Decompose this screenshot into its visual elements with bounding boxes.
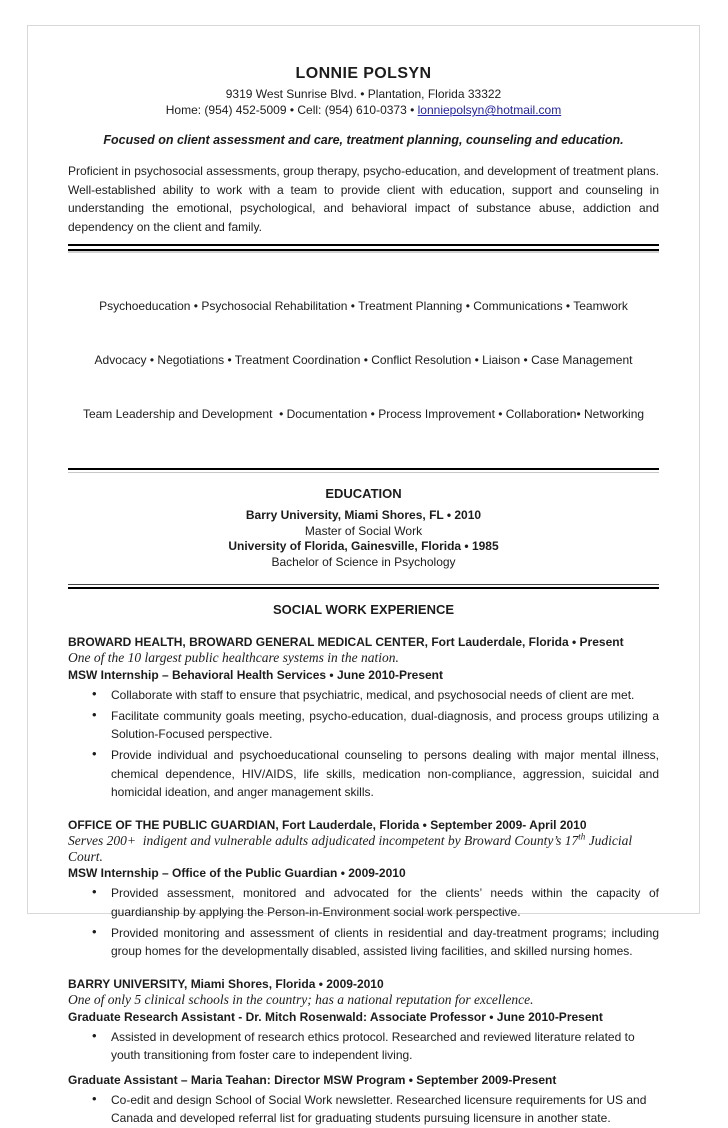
- bullet-item: • Collaborate with staff to ensure that psychiatric, medical, and psychosocial needs of client are met.: [111, 686, 659, 704]
- section-divider-education: [68, 468, 659, 473]
- summary-paragraph: Proficient in psychosocial assessments, group therapy, psycho-education, and development of treatment plans. Well-established ability to work with a team to provide client with education, support and counseling in understanding the emotional, psychological, and behavioral impact of substance abuse, addiction and dependency on the client and family.: [68, 164, 659, 234]
- section-divider-double: [68, 244, 659, 251]
- role-title: Graduate Research Assistant - Dr. Mitch Rosenwald: Associate Professor • June 2010-Present: [68, 1009, 603, 1024]
- role-bullet-list: [68, 686, 659, 801]
- employer-description: One of the 10 largest public healthcare systems in the nation.: [68, 650, 399, 666]
- role-bullet-list: [68, 1028, 659, 1065]
- education-heading: EDUCATION: [325, 486, 402, 502]
- address-line: 9319 West Sunrise Blvd. • Plantation, Florida 33322: [225, 87, 502, 101]
- bullet-item: • Provide individual and psychoeducational counseling to persons dealing with major mental illness, chemical dependence, HIV/AIDS, life skills, medication non-compliance, aggression, suicidal and homicidal ideation, and anger management skills.: [111, 746, 659, 801]
- tagline: Focused on client assessment and care, treatment planning, counseling and education.: [103, 133, 624, 147]
- resume-page: [27, 25, 700, 1126]
- education-degree: Master of Social Work: [304, 523, 423, 538]
- role-bullet-list: [68, 884, 659, 960]
- employer-description: One of only 5 clinical schools in the country; has a national reputation for excellence.: [68, 992, 534, 1008]
- employer-name-line: BROWARD HEALTH, BROWARD GENERAL MEDICAL CENTER, Fort Lauderdale, Florida • Present: [68, 635, 624, 650]
- role-title: MSW Internship – Office of the Public Guardian • 2009-2010: [68, 866, 406, 881]
- employer-block: [68, 976, 659, 1127]
- bullet-item: • Facilitate community goals meeting, psycho-education, dual-diagnosis, and process groups utilizing a Solution-Focused perspective.: [111, 707, 659, 744]
- employer-name-line: OFFICE OF THE PUBLIC GUARDIAN, Fort Lauderdale, Florida • September 2009- April 2010: [68, 818, 587, 833]
- role-bullet-list: [68, 1091, 659, 1128]
- contact-line: [68, 102, 659, 118]
- employer-description: [68, 833, 659, 864]
- skills-line: Advocacy • Negotiations • Treatment Coordination • Conflict Resolution • Liaison • Case Management: [94, 353, 633, 368]
- description-text: Judicial Court.: [68, 833, 636, 864]
- employer-name-line: BARRY UNIVERSITY, Miami Shores, Florida • 2009-2010: [68, 977, 384, 992]
- skills-line: Psychoeducation • Psychosocial Rehabilitation • Treatment Planning • Communications • Teamwork: [99, 299, 628, 314]
- education-entries: [68, 508, 659, 570]
- employer-block: [68, 817, 659, 960]
- ordinal-superscript: th: [578, 831, 586, 842]
- candidate-name: LONNIE POLSYN: [295, 65, 432, 82]
- role-title: Graduate Assistant – Maria Teahan: Director MSW Program • September 2009-Present: [68, 1072, 557, 1087]
- section-divider-experience: [68, 584, 659, 589]
- role-title: MSW Internship – Behavioral Health Services • June 2010-Present: [68, 667, 444, 682]
- education-school: Barry University, Miami Shores, FL • 2010: [245, 508, 482, 523]
- bullet-item: • Provided assessment, monitored and advocated for the clients’ needs within the capacity of guardianship by applying the Person-in-Environment social work perspective.: [111, 884, 659, 921]
- employer-block: [68, 634, 659, 801]
- skills-block: [68, 261, 659, 459]
- bullet-item: • Assisted in development of research ethics protocol. Researched and reviewed literature related to youth transitioning from foster care to independent living.: [111, 1028, 659, 1065]
- skills-line: Team Leadership and Development • Documentation • Process Improvement • Collaboration• Networking: [82, 407, 645, 422]
- education-school: University of Florida, Gainesville, Florida • 1985: [228, 539, 499, 554]
- email-link[interactable]: lonniepolsyn@hotmail.com: [417, 103, 562, 117]
- description-text: Serves 200+ indigent and vulnerable adults adjudicated incompetent by Broward County’s 17: [68, 833, 579, 849]
- education-degree: Bachelor of Science in Psychology: [271, 554, 456, 569]
- experience-heading: SOCIAL WORK EXPERIENCE: [272, 602, 455, 618]
- phone-numbers: Home: (954) 452-5009 • Cell: (954) 610-0373 •: [165, 103, 418, 117]
- bullet-item: • Co-edit and design School of Social Work newsletter. Researched licensure requirements for US and Canada and developed referral list for graduating students pursuing licensure in another state.: [111, 1091, 659, 1128]
- bullet-item: • Provided monitoring and assessment of clients in residential and day-treatment programs; including group homes for the developmentally disabled, assisted living facilities, and skilled nursing homes.: [111, 924, 659, 961]
